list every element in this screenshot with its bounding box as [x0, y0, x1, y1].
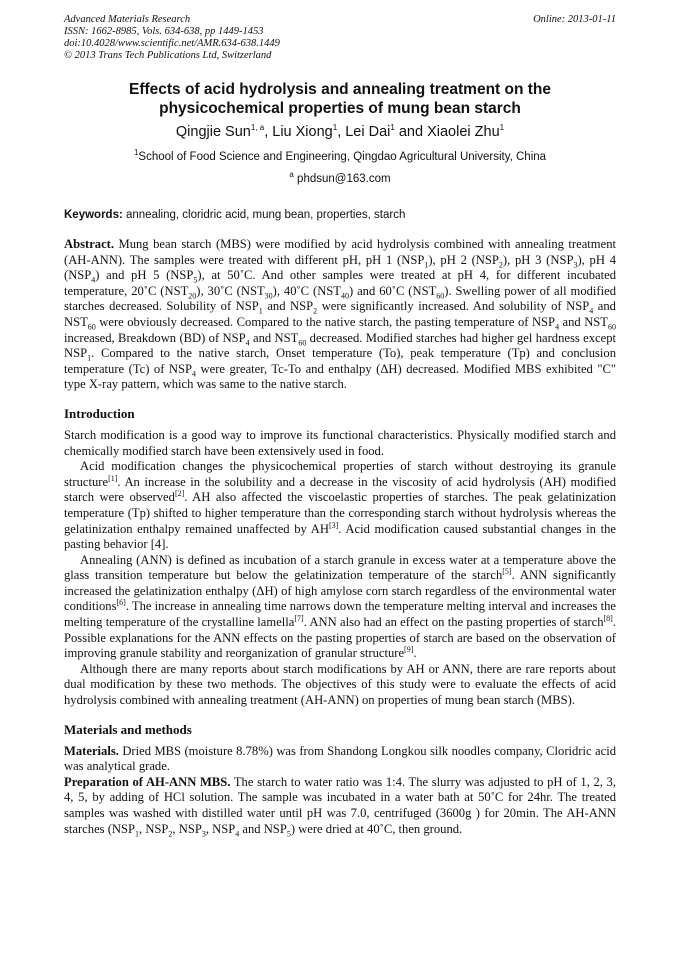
email-sup: a	[289, 170, 294, 180]
materials-label: Materials.	[64, 743, 119, 758]
author-sup: 1	[332, 123, 338, 133]
author-name: , Lei Dai	[337, 124, 391, 140]
doi-line: doi:10.4028/www.scientific.net/AMR.634-638.1449	[64, 38, 280, 49]
citation: [6]	[116, 598, 126, 608]
subscript: 1	[87, 353, 92, 363]
paragraph-text: . An increase in the solubility and a decrease in the viscosity of acid hydrolysis (AH) modified starch were observed	[64, 474, 616, 505]
abstract-text: and NST	[559, 314, 608, 329]
abstract-text: ) and 60˚C (NST	[348, 283, 437, 298]
paragraph-text: The starch to water ratio was 1:4. The slurry was adjusted to pH of 1, 2, 3, 4, 5, by adding of HCl solution. The sample was incubated in a water bath at 50˚C for 24hr. The treated samples was washed with distilled water until pH was 7.0, centrifuged (3600g ) for 20min. The AH-ANN starches (NSP	[64, 774, 616, 836]
subscript: 1	[135, 829, 140, 839]
author-list	[64, 124, 616, 141]
affiliation-text: School of Food Science and Engineering, Qingdao Agricultural University, China	[138, 151, 547, 163]
subscript: 40	[340, 291, 349, 301]
author-sup: 1	[390, 123, 395, 133]
abstract-text: and NSP	[262, 299, 314, 314]
author-name: , Liu Xiong	[264, 124, 333, 140]
section-heading-methods: Materials and methods	[64, 721, 192, 737]
paragraph-text: . Possible explanations for the ANN effects on the pasting properties of starch are based on the observation of improving granule stability and reorganization of granular structure	[64, 615, 616, 661]
subscript: 4	[235, 829, 240, 839]
copyright-line: © 2013 Trans Tech Publications Ltd, Switzerland	[64, 50, 272, 61]
abstract-text: . Compared to the native starch, Onset temperature (To), peak temperature (Tp) and conclusion temperature (Tc) of NSP	[64, 346, 616, 376]
author-name: and Xiaolei Zhu	[394, 124, 500, 140]
abstract-text: ). Swelling power of all modified starches decreased. Solubility of NSP	[64, 283, 616, 314]
subscript: 60	[436, 291, 445, 301]
title-line-1: Effects of acid hydrolysis and annealing treatment on the	[128, 81, 552, 98]
subscript: 3	[201, 829, 206, 839]
intro-paragraph-2	[64, 459, 616, 553]
subscript: 60	[298, 338, 307, 348]
citation: [5]	[502, 567, 512, 577]
paragraph-text: . The increase in annealing time narrows down the temperature melting interval and increases the melting temperature of the crystalline lamella	[64, 599, 616, 630]
issn-line: ISSN: 1662-8985, Vols. 634-638, pp 1449-1453	[64, 26, 264, 37]
subscript: 2	[498, 260, 503, 270]
subscript: 60	[608, 322, 616, 332]
citation: [7]	[294, 613, 304, 623]
keywords-label: Keywords:	[64, 209, 123, 221]
abstract-text: decreased. Modified starches had higher gel hardness except NSP	[64, 330, 616, 361]
paragraph-text: . AH also affected the viscoelastic properties of starches. The peak gelatinization temperature (Tp) shifted to higher temperature than the corresponding starch without hydrolysis whereas the gelatinization enthalpy remained unaffected by AH	[64, 490, 617, 536]
subscript: 5	[286, 829, 291, 839]
paragraph-text: Annealing (ANN) is defined as incubation of a starch granule in excess water at a temperature above the glass transition temperature but below the gelatinization temperature of the starch	[64, 552, 616, 583]
paragraph-text: Acid modification changes the physicochemical properties of starch without destroying its granule structure	[64, 459, 616, 489]
abstract-text: increased, Breakdown (BD) of NSP	[64, 330, 246, 345]
intro-paragraph-1: Starch modification is a good way to improve its functional characteristics. Physically modified starch and chemically modified starch have been extensively used in food.	[64, 427, 616, 458]
citation: [8]	[603, 613, 613, 623]
abstract-text: ), pH 2 (NSP	[428, 252, 499, 267]
author-sup: 1, a	[250, 123, 265, 133]
abstract	[64, 237, 616, 393]
subscript: 5	[193, 275, 198, 285]
subscript: 2	[168, 829, 173, 839]
email-address: phdsun@163.com	[293, 173, 391, 185]
paragraph-text: . ANN significantly increased the gelatinization enthalpy (ΔH) of high amylose corn starch regardless of the environmental water conditions	[64, 568, 616, 614]
paragraph-text: ) were dried at 40˚C, then ground.	[290, 821, 463, 836]
abstract-text: were significantly increased. And solubility of NSP	[317, 299, 590, 314]
title-line-2: physicochemical properties of mung bean starch	[159, 100, 521, 117]
paragraph-text: .	[413, 646, 417, 661]
paragraph-text: . ANN also had an effect on the pasting properties of starch	[303, 615, 604, 630]
citation: [1]	[108, 473, 118, 483]
abstract-text: and NST	[64, 299, 616, 329]
subscript: 4	[245, 338, 250, 348]
paragraph-text: , NSP	[205, 821, 236, 836]
subscript: 4	[192, 369, 197, 379]
abstract-text: ), at 50˚C. And other samples were treated at pH 4, for different incubated temperature, 20˚C (NST	[64, 268, 616, 298]
affiliation-sup: 1	[133, 148, 139, 158]
subscript: 4	[91, 275, 96, 285]
paper-title	[64, 80, 616, 118]
subscript: 1	[424, 260, 429, 270]
keywords	[64, 208, 616, 222]
abstract-text: ), 40˚C (NST	[272, 283, 341, 298]
keywords-text: annealing, cloridric acid, mung bean, properties, starch	[122, 209, 406, 221]
subscript: 2	[313, 306, 318, 316]
paragraph-text: Dried MBS (moisture 8.78%) was from Shandong Longkou silk noodles company, Cloridric acid was analytical grade.	[64, 743, 616, 774]
citation: [9]	[404, 645, 414, 655]
subscript: 4	[589, 306, 594, 316]
journal-header	[64, 14, 616, 62]
abstract-text: were greater, Tc-To and enthalpy (ΔH) decreased. Modified MBS exhibited "C" type X-ray pattern, which was same to the native starch.	[64, 361, 617, 392]
preparation-paragraph	[64, 775, 616, 837]
citation: [3]	[328, 520, 339, 530]
affiliation	[64, 150, 616, 164]
author-sup: 1	[499, 123, 505, 133]
paragraph-text: , NSP	[139, 821, 169, 836]
preparation-label: Preparation of AH-ANN MBS.	[64, 774, 231, 789]
paragraph-text: and NSP	[239, 821, 287, 836]
materials-paragraph	[64, 744, 616, 775]
intro-paragraph-3	[64, 553, 616, 662]
author-name: Qingjie Sun	[175, 124, 251, 140]
abstract-text: ), pH 3 (NSP	[502, 252, 574, 267]
subscript: 20	[188, 291, 197, 301]
paper-body	[64, 237, 616, 837]
abstract-text: and NST	[249, 330, 299, 345]
section-heading-introduction: Introduction	[64, 405, 135, 421]
subscript: 30	[264, 291, 273, 301]
abstract-text: were obviously decreased. Compared to the native starch, the pasting temperature of NSP	[95, 314, 556, 329]
journal-name: Advanced Materials Research	[64, 14, 191, 25]
abstract-label: Abstract.	[64, 237, 115, 251]
email-line	[64, 172, 616, 186]
abstract-text: Mung bean starch (MBS) were modified by acid hydrolysis combined with annealing treatment (AH-ANN). The samples were treated with different pH, pH 1 (NSP	[64, 237, 616, 267]
intro-paragraph-4: Although there are many reports about starch modifications by AH or ANN, there are rare reports about dual modification by these two methods. The objectives of this study were to evaluate the effects of acid hydrolysis combined with annealing treatment (AH-ANN) on properties of mung bean starch (MBS).	[64, 661, 616, 708]
paragraph-text: , NSP	[172, 821, 202, 836]
subscript: 60	[87, 322, 96, 332]
abstract-text: ) and pH 5 (NSP	[95, 268, 194, 283]
abstract-text: ), pH 4 (NSP	[64, 252, 616, 283]
citation: [2]	[174, 489, 185, 499]
abstract-text: ), 30˚C (NST	[196, 283, 265, 298]
paragraph-text: . Acid modification caused substantial changes in the pasting behavior [4].	[64, 521, 616, 552]
online-date: Online: 2013-01-11	[533, 14, 616, 25]
subscript: 4	[555, 322, 560, 332]
subscript: 3	[573, 260, 578, 270]
subscript: 1	[258, 306, 263, 316]
